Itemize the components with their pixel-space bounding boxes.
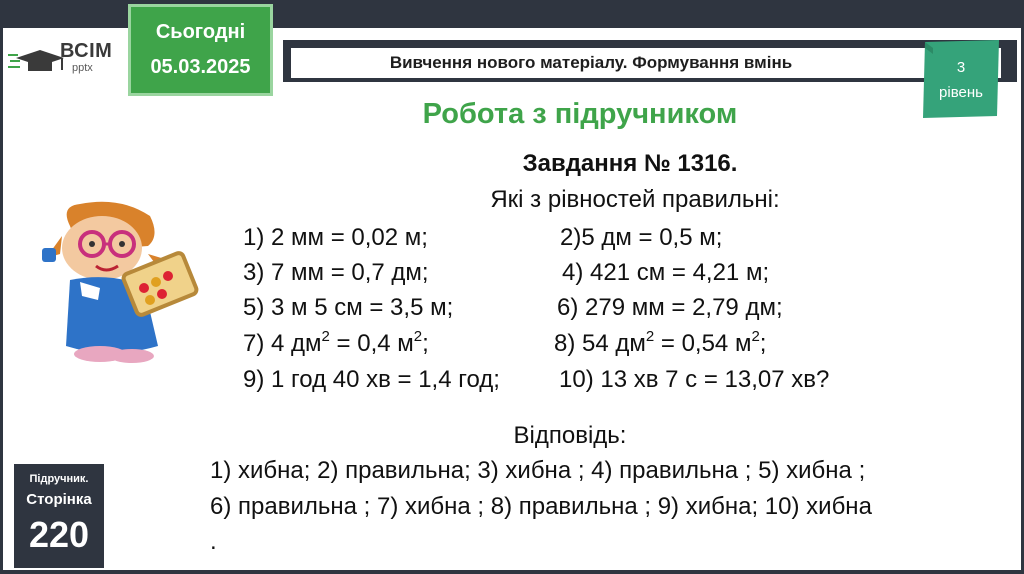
page-label: Сторінка (26, 491, 92, 508)
equation-2: 2)5 дм = 0,5 м; (560, 224, 723, 251)
task-title: Завдання № 1316. (522, 150, 738, 177)
equation-8-sq2: 2 (751, 328, 760, 345)
answer-line-3: . (210, 528, 217, 555)
answer-line-2: 6) правильна ; 7) хибна ; 8) правильна ; 9) хибна; 10) хибна (210, 493, 872, 520)
level-word: рівень (939, 84, 983, 101)
girl-with-abacus-illustration (40, 196, 200, 366)
equation-6: 6) 279 мм = 2,79 дм; (557, 294, 783, 321)
equation-3: 3) 7 мм = 0,7 дм; (243, 259, 429, 286)
equation-8-right: = 0,54 м (654, 330, 752, 357)
equation-7-sq2: 2 (413, 328, 423, 345)
page-number: 220 (28, 514, 90, 555)
logo-brand: ВСІМ (60, 40, 113, 62)
header-bar-inner (291, 46, 1001, 78)
equation-8 (554, 330, 766, 358)
section-title: Робота з підручником (422, 98, 738, 130)
task-question: Які з рівностей правильні: (490, 186, 780, 213)
logo-sub: pptx (72, 62, 93, 74)
equation-7-sq1: 2 (321, 328, 330, 345)
equation-7-left: 7) 4 дм (243, 330, 322, 357)
equation-8-left: 8) 54 дм (554, 330, 646, 357)
header-bar (283, 40, 1017, 82)
equation-10: 10) 13 хв 7 с = 13,07 хв? (559, 366, 830, 393)
textbook-label: Підручник. (29, 473, 89, 485)
answer-line-1: 1) хибна; 2) правильна; 3) хибна ; 4) правильна ; 5) хибна ; (210, 457, 866, 484)
date-value: 05.03.2025 (150, 56, 251, 78)
equation-7-end: ; (422, 330, 429, 357)
badge-shape-icon (921, 40, 1001, 118)
level-number: 3 (956, 59, 966, 76)
today-label: Сьогодні (155, 21, 246, 43)
date-inner (139, 13, 262, 87)
level-badge (921, 40, 1001, 118)
equation-4: 4) 421 см = 4,21 м; (562, 259, 770, 286)
answer-label: Відповідь: (513, 422, 627, 449)
bottom-frame-bar (0, 570, 1024, 574)
equation-7 (243, 330, 429, 358)
equation-8-sq1: 2 (645, 328, 655, 345)
textbook-page-box (14, 464, 104, 568)
equation-9: 9) 1 год 40 хв = 1,4 год; (243, 366, 500, 393)
left-frame-bar (0, 28, 3, 574)
equation-5: 5) 3 м 5 см = 3,5 м; (243, 294, 454, 321)
equation-1: 1) 2 мм = 0,02 м; (243, 224, 428, 251)
equation-7-right: = 0,4 м (329, 330, 414, 357)
equation-8-end: ; (759, 330, 767, 357)
date-box (128, 4, 273, 96)
header-title: Вивчення нового матеріалу. Формування вмінь (389, 53, 793, 72)
